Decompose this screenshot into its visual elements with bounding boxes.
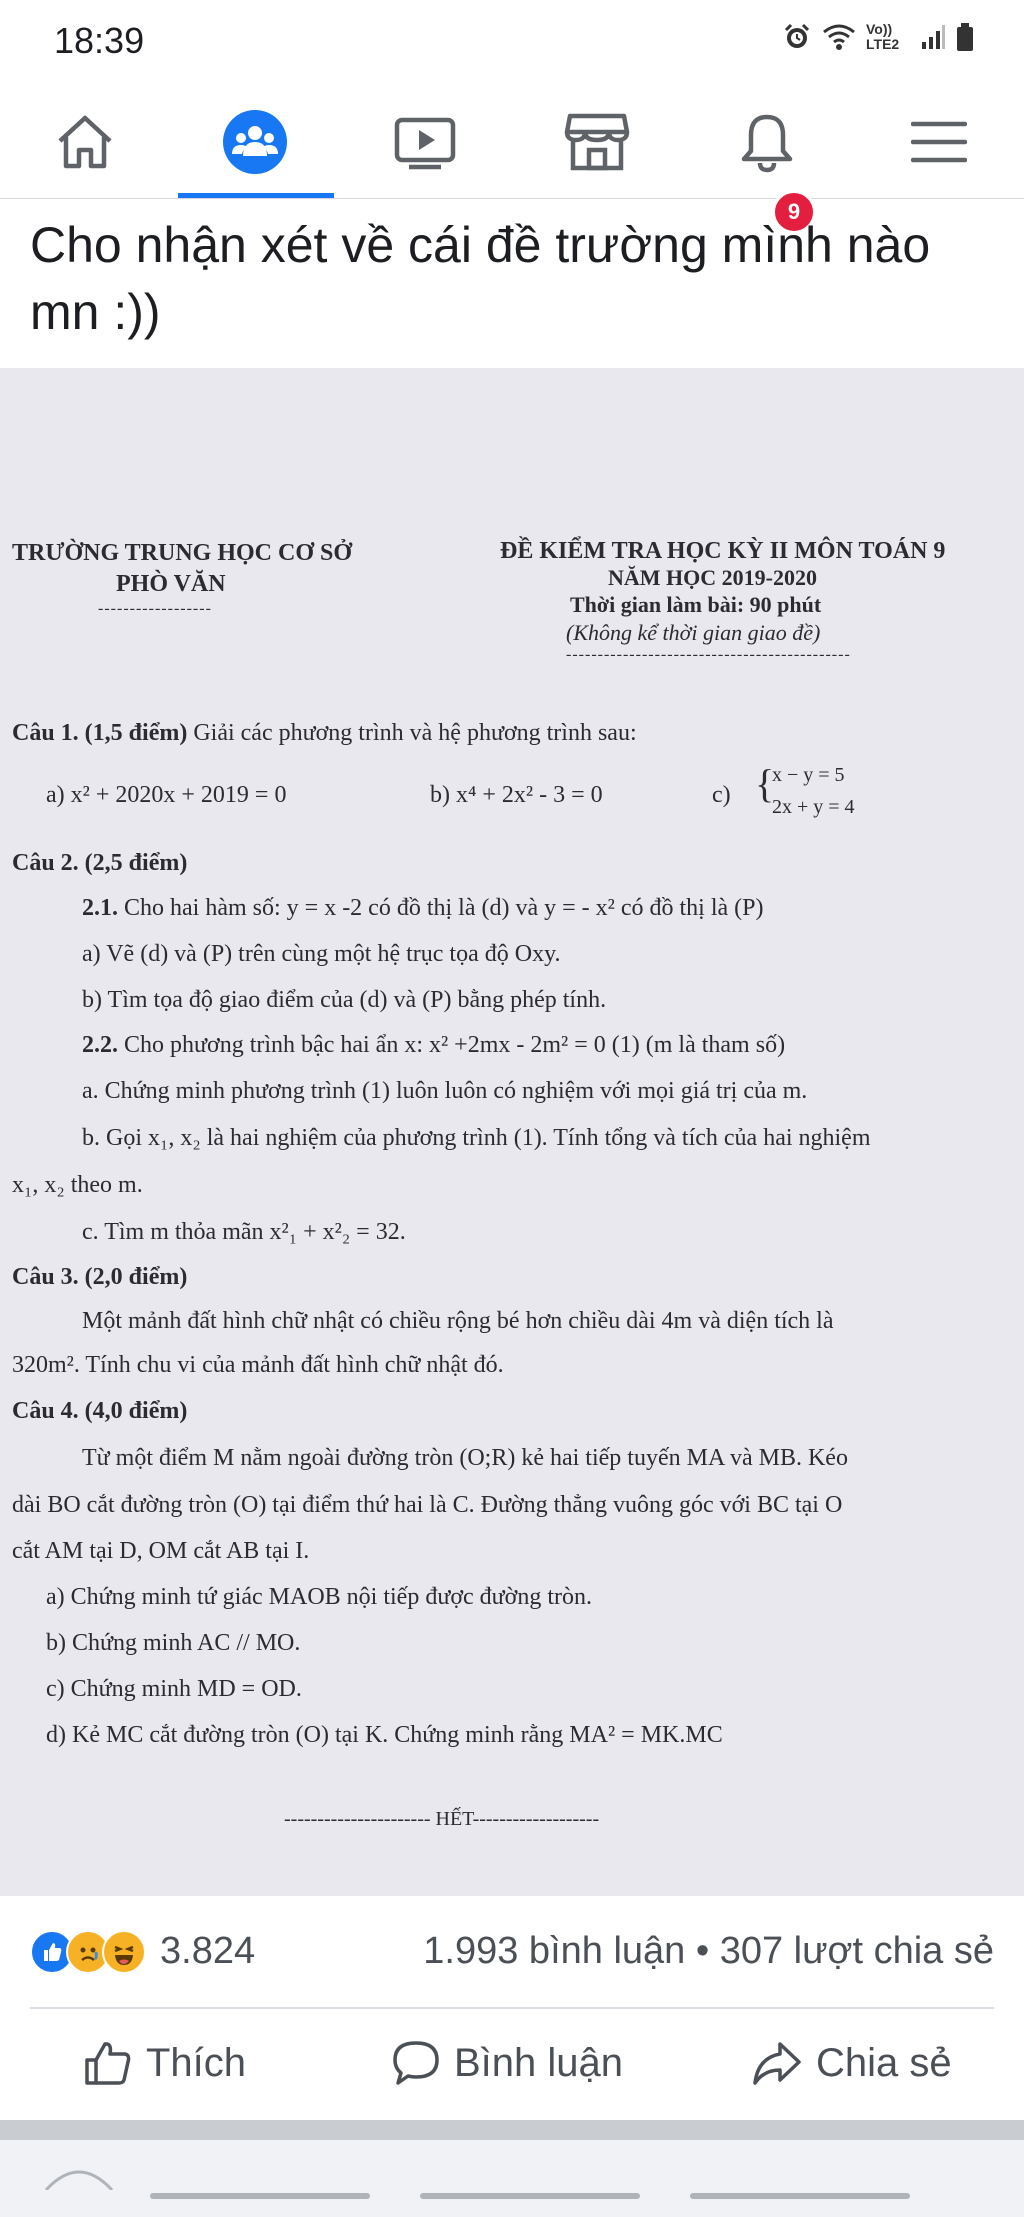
comment-button[interactable]	[392, 2040, 623, 2086]
wifi-icon	[822, 23, 856, 51]
school-underline: ------------------	[98, 600, 212, 617]
q3-heading: Câu 3. (2,0 điểm)	[12, 1264, 188, 1290]
q4-heading: Câu 4. (4,0 điểm)	[12, 1398, 188, 1424]
reaction-icons	[30, 1930, 138, 1974]
gesture-bar-left	[150, 2193, 370, 2199]
groups-icon	[222, 109, 288, 175]
reaction-count: 3.824	[160, 1930, 256, 1972]
next-post-preview	[0, 2140, 1024, 2217]
q2-1b: b) Tìm tọa độ giao điểm của (d) và (P) bằng phép tính.	[82, 987, 607, 1013]
exam-paper	[0, 368, 1024, 1896]
status-bar	[0, 0, 1024, 80]
title-underline: ---------------------------------------------	[566, 646, 851, 663]
post-photo[interactable]	[0, 368, 1024, 1896]
like-label: Thích	[146, 2040, 247, 2085]
q1-line	[12, 720, 637, 747]
exam-duration: Thời gian làm bài: 90 phút	[570, 592, 822, 617]
q2-1a: a) Vẽ (d) và (P) trên cùng một hệ trục tọa độ Oxy.	[82, 941, 561, 967]
q1-a: a) x² + 2020x + 2019 = 0	[46, 782, 287, 808]
share-label: Chia sẻ	[816, 2040, 952, 2085]
comment-icon	[392, 2040, 440, 2086]
q2-2c: c. Tìm m thỏa mãn x²₁ + x²₂ = 32.	[82, 1219, 406, 1245]
q2-2-text: Cho phương trình bậc hai ẩn x: x² +2mx - 2m² = 0 (1) (m là tham số)	[124, 1032, 786, 1058]
gesture-bar-right	[690, 2193, 910, 2199]
exam-duration-note: (Không kể thời gian giao đề)	[566, 620, 821, 645]
network-label: Vo)) LTE2	[866, 21, 900, 52]
tab-marketplace[interactable]	[542, 102, 652, 182]
q4-line1: Từ một điểm M nằm ngoài đường tròn (O;R) kẻ hai tiếp tuyến MA và MB. Kéo	[82, 1445, 848, 1471]
q4-b: b) Chứng minh AC // MO.	[46, 1630, 301, 1656]
actions-divider	[30, 2007, 994, 2009]
q4-line2: dài BO cắt đường tròn (O) tại điểm thứ hai là C. Đường thẳng vuông góc với BC tại O	[12, 1492, 843, 1518]
exam-end: ---------------------- HẾT-------------------	[284, 1808, 600, 1830]
share-button[interactable]	[752, 2040, 952, 2086]
avatar-arc	[44, 2160, 114, 2190]
school-line2: PHÒ VĂN	[116, 571, 226, 597]
school-line1: TRƯỜNG TRUNG HỌC CƠ SỞ	[12, 540, 353, 566]
post-text: Cho nhận xét về cái đề trường mình nào mn :))	[30, 217, 931, 340]
q2-1-label: 2.1.	[82, 895, 118, 921]
q3-line1: Một mảnh đất hình chữ nhật có chiều rộng bé hơn chiều dài 4m và diện tích là	[82, 1308, 834, 1334]
q1-c-eq1: x − y = 5	[772, 764, 845, 786]
q1-c-label: c)	[712, 782, 731, 808]
post-actions	[0, 2010, 1024, 2125]
battery-icon	[956, 22, 974, 52]
haha-icon	[102, 1930, 146, 1974]
q2-1-line	[82, 895, 764, 922]
exam-title: ĐỀ KIỂM TRA HỌC KỲ II MÔN TOÁN 9	[500, 538, 946, 564]
q3-line2: 320m². Tính chu vi của mảnh đất hình chữ nhật đó.	[12, 1352, 504, 1378]
comment-label: Bình luận	[454, 2040, 624, 2085]
q1-c-eq2: 2x + y = 4	[772, 796, 855, 818]
q2-2a: a. Chứng minh phương trình (1) luôn luôn có nghiệm với mọi giá trị của m.	[82, 1078, 808, 1104]
post-separator	[0, 2120, 1024, 2140]
system-brace: {	[755, 761, 775, 806]
reactions-summary[interactable]	[0, 1896, 1024, 2006]
q1-heading: Câu 1. (1,5 điểm)	[12, 720, 188, 746]
share-icon	[752, 2040, 802, 2086]
status-time: 18:39	[54, 20, 145, 61]
q2-2b-line1: b. Gọi x₁, x₂ là hai nghiệm của phương trình (1). Tính tổng và tích của hai nghiệm	[82, 1125, 871, 1151]
home-icon	[54, 113, 116, 171]
q1-b: b) x⁴ + 2x² - 3 = 0	[430, 782, 603, 808]
notification-badge: 9	[772, 190, 816, 234]
top-navigation	[0, 88, 1024, 224]
q2-heading: Câu 2. (2,5 điểm)	[12, 850, 188, 876]
tab-notifications[interactable]	[712, 102, 822, 182]
active-tab-indicator	[178, 193, 334, 198]
tab-watch[interactable]	[370, 102, 480, 182]
like-button[interactable]	[84, 2040, 246, 2086]
q4-d: d) Kẻ MC cắt đường tròn (O) tại K. Chứng minh rằng MA² = MK.MC	[46, 1722, 723, 1748]
alarm-icon	[782, 22, 812, 52]
bell-icon	[738, 111, 796, 173]
comments-shares-count[interactable]: 1.993 bình luận • 307 lượt chia sẻ	[423, 1930, 994, 1972]
marketplace-icon	[564, 112, 630, 172]
tab-groups[interactable]	[200, 102, 310, 182]
q2-1-text: Cho hai hàm số: y = x -2 có đồ thị là (d) và y = - x² có đồ thị là (P)	[124, 895, 764, 921]
q4-a: a) Chứng minh tứ giác MAOB nội tiếp được đường tròn.	[46, 1584, 593, 1610]
gesture-bar-center	[420, 2193, 640, 2199]
status-icons	[782, 22, 974, 52]
exam-year: NĂM HỌC 2019-2020	[608, 565, 817, 590]
q2-2-line	[82, 1032, 785, 1059]
q1-text: Giải các phương trình và hệ phương trình sau:	[193, 720, 637, 746]
thumbs-up-icon	[84, 2040, 132, 2086]
watch-icon	[393, 114, 457, 170]
q4-line3: cắt AM tại D, OM cắt AB tại I.	[12, 1538, 310, 1564]
q2-2b-line2: x₁, x₂ theo m.	[12, 1172, 143, 1198]
tab-menu[interactable]	[884, 102, 994, 182]
menu-icon	[911, 119, 967, 165]
signal-icon	[920, 24, 946, 50]
q4-c: c) Chứng minh MD = OD.	[46, 1676, 302, 1702]
tab-home[interactable]	[30, 102, 140, 182]
q2-2-label: 2.2.	[82, 1032, 118, 1058]
